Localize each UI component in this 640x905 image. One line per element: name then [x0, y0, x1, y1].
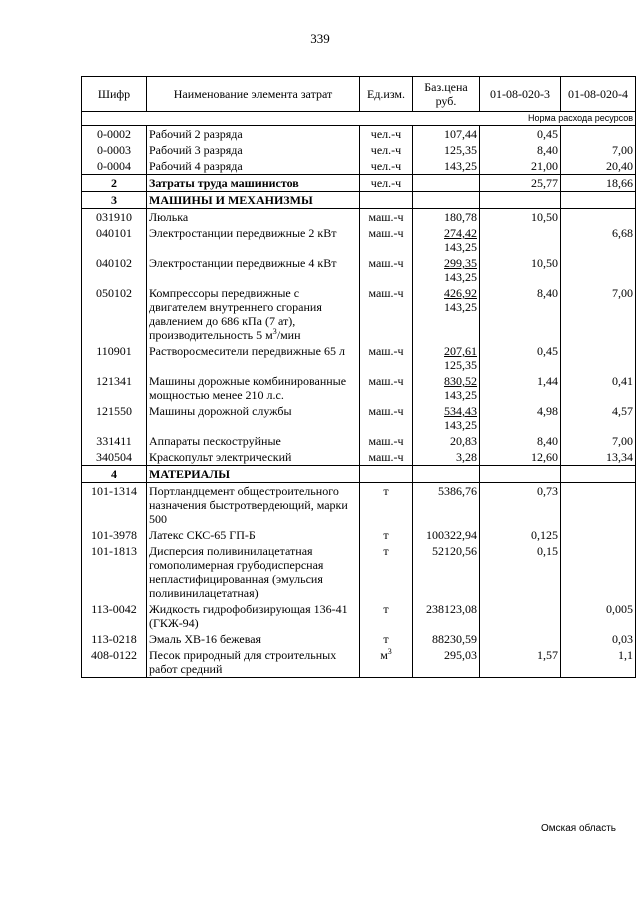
cell-code: 121341: [82, 373, 147, 403]
cell-norm-2: [561, 527, 636, 543]
cell-norm-1: 8,40: [480, 142, 561, 158]
cell-norm-2: 0,005: [561, 601, 636, 631]
cell-norm-1: 0,73: [480, 483, 561, 528]
cell-name: [147, 373, 360, 403]
cell-price: [413, 647, 480, 678]
cell-unit: [360, 285, 413, 343]
cell-unit: [360, 175, 413, 192]
cell-name: [147, 601, 360, 631]
name-text: Затраты труда машинистов: [149, 176, 299, 190]
cell-price: [413, 209, 480, 226]
price-machinist-value: 143,25: [444, 388, 477, 402]
cell-unit: [360, 466, 413, 483]
cell-name: [147, 209, 360, 226]
cell-name: [147, 285, 360, 343]
cell-norm-2: 6,68: [561, 225, 636, 255]
name-tail: /мин: [276, 328, 301, 342]
cell-name: [147, 255, 360, 285]
cell-price: [413, 142, 480, 158]
cell-norm-2: [561, 343, 636, 373]
cell-code: 031910: [82, 209, 147, 226]
table-row: [82, 285, 636, 343]
price-value: 534,43: [444, 404, 477, 418]
price-value: 125,35: [444, 143, 477, 157]
price-value: 426,92: [444, 286, 477, 300]
name-text: МАШИНЫ И МЕХАНИЗМЫ: [149, 193, 313, 207]
cell-unit: [360, 433, 413, 449]
cell-name: [147, 225, 360, 255]
cell-name: [147, 527, 360, 543]
cell-name: [147, 158, 360, 175]
cell-code: 0-0003: [82, 142, 147, 158]
cell-norm-1: 8,40: [480, 285, 561, 343]
name-text: Электростанции передвижные 4 кВт: [149, 256, 337, 270]
cell-name: [147, 126, 360, 143]
table-row: [82, 527, 636, 543]
cell-price: [413, 631, 480, 647]
price-value: 274,42: [444, 226, 477, 240]
unit-text: чел.-ч: [370, 159, 402, 173]
cell-name: [147, 192, 360, 209]
unit-text: т: [383, 632, 389, 646]
cell-code: 040102: [82, 255, 147, 285]
cell-unit: [360, 209, 413, 226]
table-row: [82, 543, 636, 601]
cell-norm-2: 1,1: [561, 647, 636, 678]
table-row: [82, 192, 636, 209]
price-machinist-value: 143,25: [444, 418, 477, 432]
price-value: 100322,94: [426, 528, 477, 542]
cell-name: [147, 142, 360, 158]
cell-unit: [360, 255, 413, 285]
cell-unit: [360, 403, 413, 433]
name-text: Краскопульт электрический: [149, 450, 292, 464]
cell-name: [147, 175, 360, 192]
cell-name: [147, 403, 360, 433]
cell-price: [413, 225, 480, 255]
cell-norm-1: 0,15: [480, 543, 561, 601]
cell-code: 110901: [82, 343, 147, 373]
unit-text: маш.-ч: [368, 226, 404, 240]
cell-norm-1: 12,60: [480, 449, 561, 466]
table-row: [82, 343, 636, 373]
table-row: [82, 466, 636, 483]
price-value: 3,28: [456, 450, 477, 464]
header-norm-2: 01-08-020-4: [561, 77, 636, 112]
price-value: 238123,08: [426, 602, 477, 616]
unit-text: чел.-ч: [370, 143, 402, 157]
cell-code: 050102: [82, 285, 147, 343]
table-row: [82, 647, 636, 678]
cell-unit: [360, 142, 413, 158]
cell-norm-1: 8,40: [480, 433, 561, 449]
cell-name: [147, 449, 360, 466]
cell-code: 340504: [82, 449, 147, 466]
cell-norm-1: 0,45: [480, 343, 561, 373]
price-machinist-value: 143,25: [444, 300, 477, 314]
unit-text: чел.-ч: [370, 176, 402, 190]
name-text: Компрессоры передвижные с двигателем внутреннего сгорания давлением до 686 кПа (7 ат), производительность 5 м: [149, 286, 322, 342]
price-value: 20,83: [450, 434, 477, 448]
price-value: 52120,56: [432, 544, 477, 558]
cell-code: 0-0004: [82, 158, 147, 175]
table-row: [82, 175, 636, 192]
cell-norm-1: 10,50: [480, 255, 561, 285]
cell-name: [147, 343, 360, 373]
price-machinist-value: 143,25: [444, 240, 477, 254]
cell-norm-1: 1,44: [480, 373, 561, 403]
table-row: [82, 373, 636, 403]
cell-code: 408-0122: [82, 647, 147, 678]
cell-unit: [360, 601, 413, 631]
unit-text: маш.-ч: [368, 404, 404, 418]
cell-norm-2: [561, 543, 636, 601]
name-text: МАТЕРИАЛЫ: [149, 467, 230, 481]
cell-name: [147, 647, 360, 678]
name-text: Растворосмесители передвижные 65 л: [149, 344, 345, 358]
name-text: Электростанции передвижные 2 кВт: [149, 226, 337, 240]
cell-norm-1: [480, 601, 561, 631]
cell-norm-2: 4,57: [561, 403, 636, 433]
name-superscript: 3: [272, 327, 277, 336]
cell-norm-2: 18,66: [561, 175, 636, 192]
cell-code: 121550: [82, 403, 147, 433]
cell-norm-2: 13,34: [561, 449, 636, 466]
cell-code: 040101: [82, 225, 147, 255]
cell-norm-2: [561, 466, 636, 483]
unit-superscript: 3: [387, 647, 392, 656]
page-number: 339: [310, 31, 330, 46]
cell-norm-2: [561, 192, 636, 209]
cell-unit: [360, 527, 413, 543]
norm-caption: Норма расхода ресурсов: [82, 112, 636, 126]
cell-unit: [360, 225, 413, 255]
table-row: [82, 403, 636, 433]
table-row: [82, 255, 636, 285]
table-row: [82, 158, 636, 175]
cell-code: 101-3978: [82, 527, 147, 543]
cell-code: 2: [82, 175, 147, 192]
cell-unit: [360, 373, 413, 403]
unit-text: т: [383, 544, 389, 558]
table-row: [82, 483, 636, 528]
unit-text: маш.-ч: [368, 210, 404, 224]
cell-norm-1: [480, 631, 561, 647]
price-value: 107,44: [444, 127, 477, 141]
cell-unit: [360, 647, 413, 678]
unit-text: т: [383, 602, 389, 616]
cell-norm-1: 10,50: [480, 209, 561, 226]
table-row: [82, 209, 636, 226]
cell-code: 101-1314: [82, 483, 147, 528]
header-norm-1: 01-08-020-3: [480, 77, 561, 112]
unit-text: маш.-ч: [368, 434, 404, 448]
price-value: 830,52: [444, 374, 477, 388]
price-value: 5386,76: [438, 484, 477, 498]
cell-name: [147, 631, 360, 647]
cell-code: 113-0042: [82, 601, 147, 631]
cell-norm-2: [561, 255, 636, 285]
cell-name: [147, 466, 360, 483]
cell-name: [147, 433, 360, 449]
name-text: Жидкость гидрофобизирующая 136-41 (ГКЖ-94): [149, 602, 348, 630]
name-text: Машины дорожной службы: [149, 404, 292, 418]
header-price: Баз.цена руб.: [413, 77, 480, 112]
cell-code: 113-0218: [82, 631, 147, 647]
cell-code: 331411: [82, 433, 147, 449]
cell-unit: [360, 483, 413, 528]
cell-norm-1: 21,00: [480, 158, 561, 175]
resource-table: [81, 76, 636, 678]
table-row: [82, 601, 636, 631]
table-row: [82, 225, 636, 255]
cell-norm-2: [561, 209, 636, 226]
cell-price: [413, 527, 480, 543]
price-value: 88230,59: [432, 632, 477, 646]
cell-norm-2: [561, 483, 636, 528]
cell-price: [413, 543, 480, 601]
header-code: Шифр: [82, 77, 147, 112]
table-row: [82, 449, 636, 466]
cell-unit: [360, 449, 413, 466]
cell-norm-1: [480, 225, 561, 255]
cell-price: [413, 483, 480, 528]
cell-unit: [360, 158, 413, 175]
cell-price: [413, 255, 480, 285]
cell-price: [413, 285, 480, 343]
footer-region: Омская область: [540, 823, 616, 834]
price-value: 180,78: [444, 210, 477, 224]
name-text: Аппараты пескоструйные: [149, 434, 281, 448]
cell-price: [413, 343, 480, 373]
table-row: [82, 142, 636, 158]
cell-norm-2: 20,40: [561, 158, 636, 175]
cell-norm-2: 7,00: [561, 285, 636, 343]
cell-name: [147, 483, 360, 528]
name-text: Рабочий 2 разряда: [149, 127, 243, 141]
price-machinist-value: 125,35: [444, 358, 477, 372]
cell-norm-1: [480, 192, 561, 209]
cell-norm-2: 0,03: [561, 631, 636, 647]
name-text: Эмаль ХВ-16 бежевая: [149, 632, 262, 646]
cell-norm-2: 0,41: [561, 373, 636, 403]
unit-text: т: [383, 528, 389, 542]
cell-price: [413, 403, 480, 433]
table-row: [82, 433, 636, 449]
name-text: Латекс СКС-65 ГП-Б: [149, 528, 256, 542]
header-unit: Ед.изм.: [360, 77, 413, 112]
price-value: 295,03: [444, 648, 477, 662]
price-value: 207,61: [444, 344, 477, 358]
cell-code: 4: [82, 466, 147, 483]
unit-text: маш.-ч: [368, 374, 404, 388]
price-value: 299,35: [444, 256, 477, 270]
table-header-row: [82, 77, 636, 112]
name-text: Песок природный для строительных работ средний: [149, 648, 337, 676]
cell-norm-1: 25,77: [480, 175, 561, 192]
cell-norm-1: 0,45: [480, 126, 561, 143]
cell-norm-1: 1,57: [480, 647, 561, 678]
cell-price: [413, 192, 480, 209]
cell-norm-1: 4,98: [480, 403, 561, 433]
unit-text: м: [380, 648, 388, 662]
unit-text: маш.-ч: [368, 450, 404, 464]
cell-price: [413, 158, 480, 175]
unit-text: маш.-ч: [368, 256, 404, 270]
norm-caption-row: [82, 112, 636, 126]
price-value: 143,25: [444, 159, 477, 173]
cell-price: [413, 175, 480, 192]
name-text: Дисперсия поливинилацетатная гомополимерная грубодисперсная непластифицированная (эмульсия поливинилацетатная): [149, 544, 324, 600]
cell-norm-1: [480, 466, 561, 483]
unit-text: маш.-ч: [368, 344, 404, 358]
name-text: Рабочий 4 разряда: [149, 159, 243, 173]
price-machinist-value: 143,25: [444, 270, 477, 284]
cell-unit: [360, 192, 413, 209]
cell-price: [413, 373, 480, 403]
unit-text: маш.-ч: [368, 286, 404, 300]
cell-price: [413, 466, 480, 483]
name-text: Машины дорожные комбинированные мощностью менее 210 л.с.: [149, 374, 347, 402]
cell-unit: [360, 126, 413, 143]
cell-price: [413, 601, 480, 631]
cell-name: [147, 543, 360, 601]
unit-text: чел.-ч: [370, 127, 402, 141]
table-row: [82, 631, 636, 647]
cell-unit: [360, 343, 413, 373]
cell-unit: [360, 631, 413, 647]
name-text: Портландцемент общестроительного назначения быстротвердеющий, марки 500: [149, 484, 348, 526]
cell-norm-1: 0,125: [480, 527, 561, 543]
cell-price: [413, 126, 480, 143]
name-text: Люлька: [149, 210, 189, 224]
cell-code: 3: [82, 192, 147, 209]
cell-price: [413, 449, 480, 466]
cell-norm-2: 7,00: [561, 433, 636, 449]
cell-norm-2: [561, 126, 636, 143]
cell-code: 0-0002: [82, 126, 147, 143]
cell-norm-2: 7,00: [561, 142, 636, 158]
cell-price: [413, 433, 480, 449]
unit-text: т: [383, 484, 389, 498]
table-row: [82, 126, 636, 143]
name-text: Рабочий 3 разряда: [149, 143, 243, 157]
cell-code: 101-1813: [82, 543, 147, 601]
header-name: Наименование элемента затрат: [147, 77, 360, 112]
cell-unit: [360, 543, 413, 601]
